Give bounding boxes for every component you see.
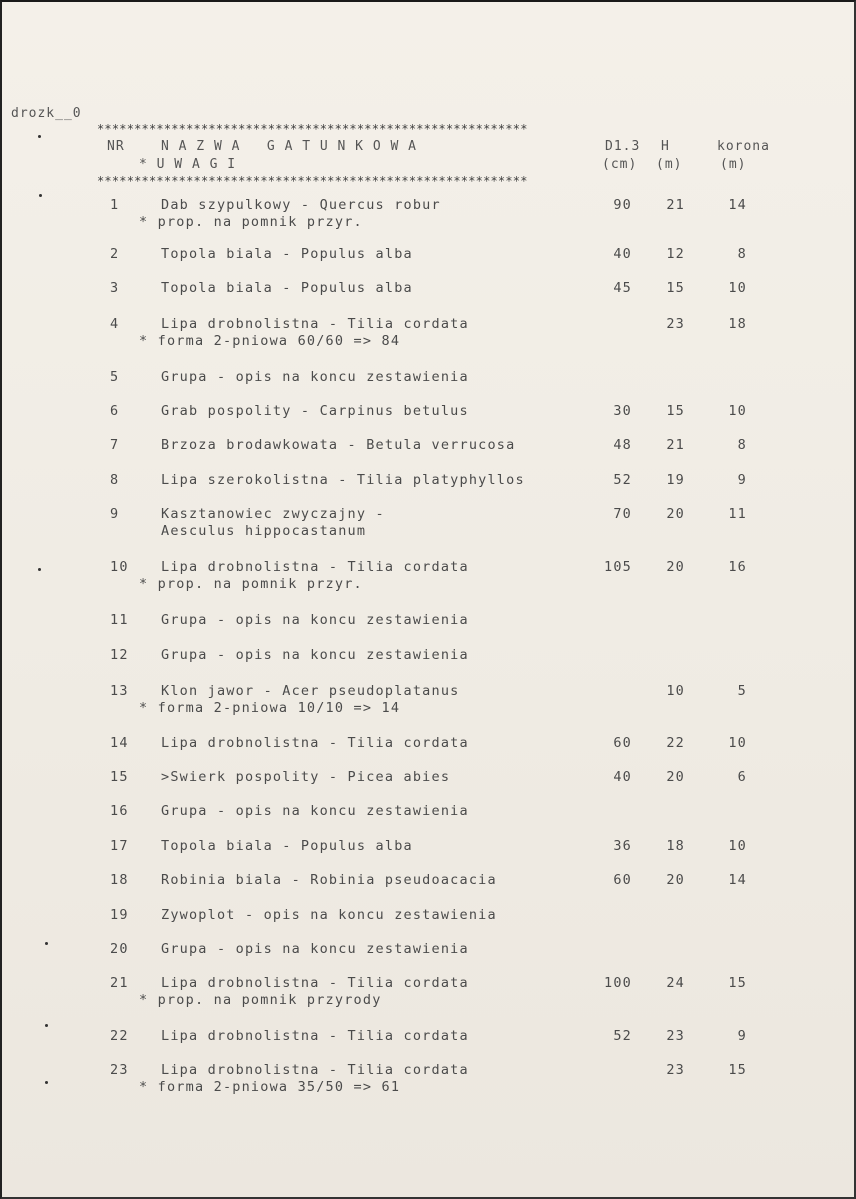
row-note: * forma 2-pniowa 35/50 => 61: [139, 1079, 401, 1095]
row-number: 10: [110, 559, 129, 575]
row-crown-value: 5: [737, 683, 747, 699]
row-note: * forma 2-pniowa 60/60 => 84: [139, 333, 401, 349]
header-separator-top: **********************************************************: [97, 122, 528, 136]
file-label: drozk__0: [11, 106, 82, 121]
row-number: 22: [110, 1028, 129, 1044]
row-species-name: Zywoplot - opis na koncu zestawienia: [161, 907, 497, 923]
header-h-unit: (m): [656, 157, 683, 172]
row-number: 6: [110, 403, 120, 419]
row-crown-value: 10: [728, 838, 747, 854]
row-height-value: 23: [666, 1028, 685, 1044]
row-crown-value: 9: [737, 1028, 747, 1044]
row-number: 18: [110, 872, 129, 888]
scan-speck: [39, 194, 42, 197]
row-height-value: 23: [666, 1062, 685, 1078]
row-height-value: 21: [666, 437, 685, 453]
row-note: * forma 2-pniowa 10/10 => 14: [139, 700, 401, 716]
header-name: N A Z W A G A T U N K O W A: [161, 139, 417, 154]
row-species-name: Topola biala - Populus alba: [161, 838, 413, 854]
header-korona-unit: (m): [720, 157, 747, 172]
row-species-name: Grupa - opis na koncu zestawienia: [161, 612, 469, 628]
row-number: 15: [110, 769, 129, 785]
row-height-value: 23: [666, 316, 685, 332]
header-nr: NR: [107, 139, 125, 154]
row-species-name: Kasztanowiec zwyczajny -: [161, 506, 385, 522]
row-height-value: 24: [666, 975, 685, 991]
row-crown-value: 16: [728, 559, 747, 575]
row-height-value: 15: [666, 403, 685, 419]
row-d13-value: 36: [613, 838, 632, 854]
header-separator-bottom: **********************************************************: [97, 174, 528, 188]
row-number: 2: [110, 246, 120, 262]
row-height-value: 18: [666, 838, 685, 854]
row-species-name: Lipa drobnolistna - Tilia cordata: [161, 316, 469, 332]
row-species-name: Lipa drobnolistna - Tilia cordata: [161, 559, 469, 575]
row-height-value: 12: [666, 246, 685, 262]
row-crown-value: 11: [728, 506, 747, 522]
row-number: 7: [110, 437, 120, 453]
row-species-name: Topola biala - Populus alba: [161, 280, 413, 296]
row-d13-value: 52: [613, 472, 632, 488]
row-species-name: Lipa drobnolistna - Tilia cordata: [161, 1062, 469, 1078]
row-species-name: Grupa - opis na koncu zestawienia: [161, 369, 469, 385]
row-height-value: 22: [666, 735, 685, 751]
row-number: 13: [110, 683, 129, 699]
row-number: 9: [110, 506, 120, 522]
row-d13-value: 70: [613, 506, 632, 522]
row-crown-value: 6: [737, 769, 747, 785]
scan-speck: [38, 135, 41, 138]
row-height-value: 20: [666, 872, 685, 888]
row-species-name: Klon jawor - Acer pseudoplatanus: [161, 683, 460, 699]
row-species-name: Lipa drobnolistna - Tilia cordata: [161, 1028, 469, 1044]
header-korona: korona: [717, 139, 770, 154]
row-crown-value: 10: [728, 280, 747, 296]
row-crown-value: 15: [728, 1062, 747, 1078]
row-species-name: Grupa - opis na koncu zestawienia: [161, 647, 469, 663]
row-number: 14: [110, 735, 129, 751]
row-d13-value: 45: [613, 280, 632, 296]
row-d13-value: 30: [613, 403, 632, 419]
row-crown-value: 10: [728, 403, 747, 419]
row-crown-value: 10: [728, 735, 747, 751]
row-number: 1: [110, 197, 120, 213]
row-d13-value: 40: [613, 246, 632, 262]
row-crown-value: 18: [728, 316, 747, 332]
header-h: H: [661, 139, 670, 154]
scan-speck: [38, 568, 41, 571]
row-d13-value: 100: [604, 975, 632, 991]
row-number: 12: [110, 647, 129, 663]
row-number: 23: [110, 1062, 129, 1078]
row-d13-value: 90: [613, 197, 632, 213]
row-species-name: Robinia biala - Robinia pseudoacacia: [161, 872, 497, 888]
row-species-name-cont: Aesculus hippocastanum: [161, 523, 367, 539]
row-species-name: Grupa - opis na koncu zestawienia: [161, 803, 469, 819]
row-height-value: 15: [666, 280, 685, 296]
row-species-name: Lipa drobnolistna - Tilia cordata: [161, 975, 469, 991]
row-d13-value: 60: [613, 872, 632, 888]
row-species-name: Dab szypulkowy - Quercus robur: [161, 197, 441, 213]
row-species-name: Lipa drobnolistna - Tilia cordata: [161, 735, 469, 751]
row-d13-value: 52: [613, 1028, 632, 1044]
header-d13: D1.3: [605, 139, 641, 154]
row-crown-value: 14: [728, 197, 747, 213]
row-number: 17: [110, 838, 129, 854]
row-note: * prop. na pomnik przyr.: [139, 214, 363, 230]
row-number: 16: [110, 803, 129, 819]
row-species-name: Grab pospolity - Carpinus betulus: [161, 403, 469, 419]
scan-speck: [45, 1081, 48, 1084]
row-d13-value: 105: [604, 559, 632, 575]
row-number: 3: [110, 280, 120, 296]
row-number: 11: [110, 612, 129, 628]
row-height-value: 19: [666, 472, 685, 488]
row-d13-value: 48: [613, 437, 632, 453]
row-number: 8: [110, 472, 120, 488]
row-height-value: 20: [666, 769, 685, 785]
row-height-value: 10: [666, 683, 685, 699]
row-crown-value: 8: [737, 437, 747, 453]
row-height-value: 20: [666, 506, 685, 522]
row-species-name: Lipa szerokolistna - Tilia platyphyllos: [161, 472, 525, 488]
row-crown-value: 15: [728, 975, 747, 991]
row-crown-value: 9: [737, 472, 747, 488]
row-species-name: Grupa - opis na koncu zestawienia: [161, 941, 469, 957]
header-uwagi: * U W A G I: [139, 157, 237, 172]
row-crown-value: 8: [737, 246, 747, 262]
header-d13-unit: (cm): [602, 157, 638, 172]
row-number: 5: [110, 369, 120, 385]
row-number: 19: [110, 907, 129, 923]
row-note: * prop. na pomnik przyrody: [139, 992, 382, 1008]
row-species-name: Brzoza brodawkowata - Betula verrucosa: [161, 437, 516, 453]
row-number: 20: [110, 941, 129, 957]
row-crown-value: 14: [728, 872, 747, 888]
scan-speck: [45, 942, 48, 945]
row-number: 21: [110, 975, 129, 991]
row-species-name: >Swierk pospolity - Picea abies: [161, 769, 451, 785]
scan-speck: [45, 1024, 48, 1027]
row-d13-value: 40: [613, 769, 632, 785]
row-species-name: Topola biala - Populus alba: [161, 246, 413, 262]
row-height-value: 20: [666, 559, 685, 575]
row-number: 4: [110, 316, 120, 332]
row-note: * prop. na pomnik przyr.: [139, 576, 363, 592]
row-d13-value: 60: [613, 735, 632, 751]
row-height-value: 21: [666, 197, 685, 213]
